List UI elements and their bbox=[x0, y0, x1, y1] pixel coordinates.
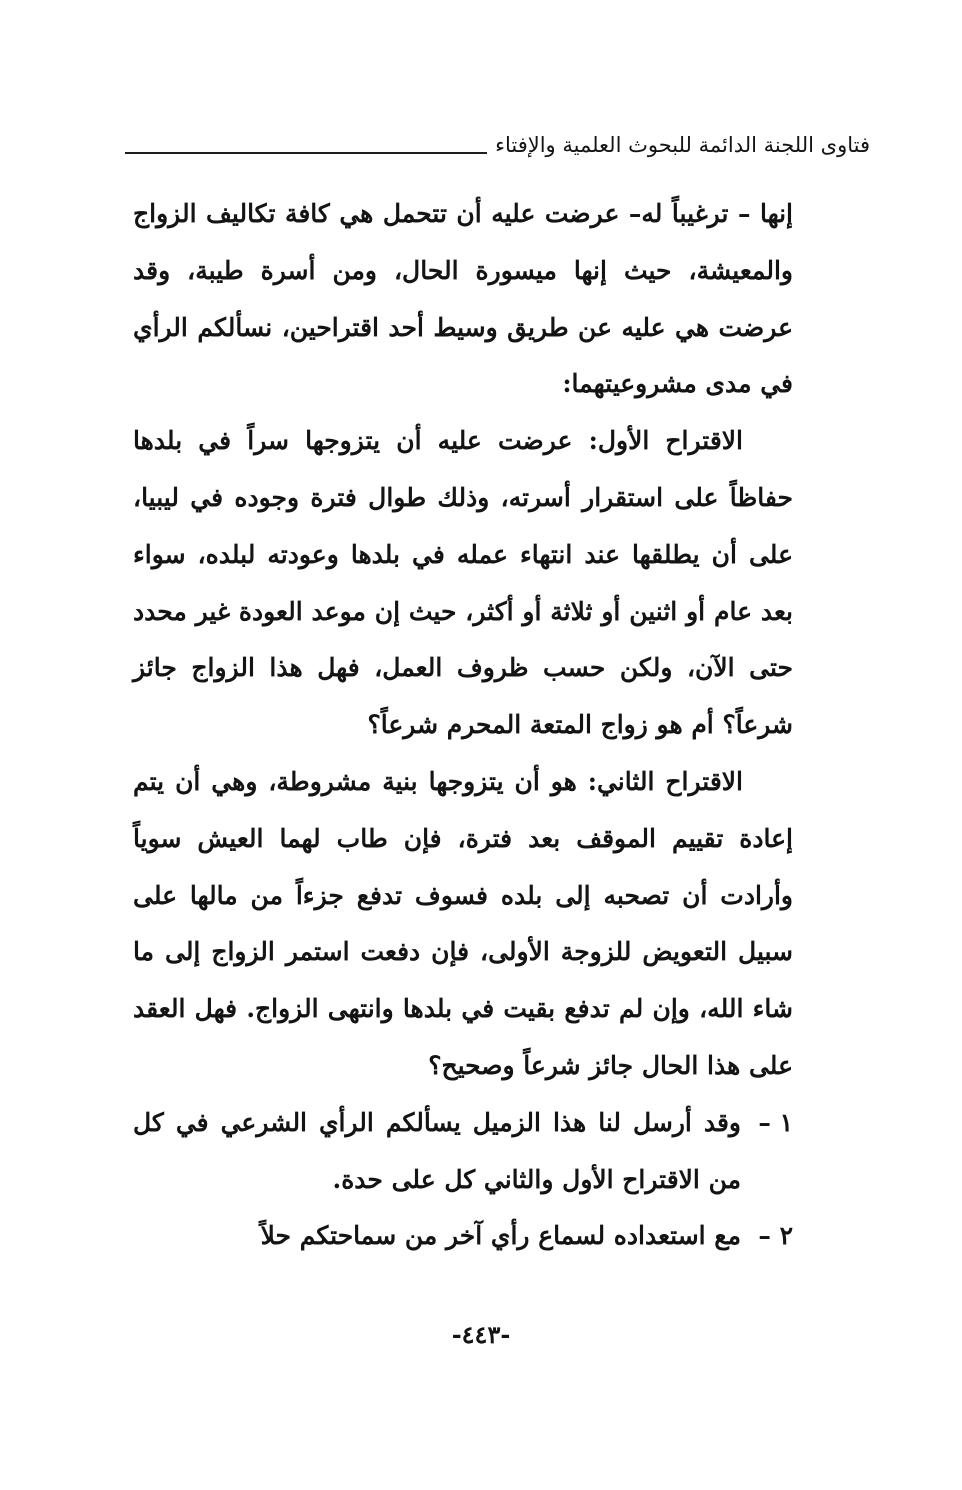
list-item-2-text: مع استعداده لسماع رأي آخر من سماحتكم حلاً bbox=[260, 1221, 741, 1251]
header-title: فتاوى اللجنة الدائمة للبحوث العلمية والإفتاء bbox=[495, 133, 870, 157]
running-header bbox=[125, 126, 870, 162]
paragraph-proposal-one: الاقتراح الأول: عرضت عليه أن يتزوجها سراً في بلدها حفاظاً على استقرار أسرته، وذلك طوال فترة وجوده في ليبيا، على أن يطلقها عند انتهاء عمله في بلدها وعودته لبلده، سواء بعد عام أو اثنين أو ثلاثة أو أكثر، حيث إن موعد العودة غير محدد حتى الآن، ولكن حسب ظروف العمل، فهل هذا الزواج جائز شرعاً؟ أم هو زواج المتعة المحرم شرعاً؟ bbox=[133, 426, 793, 740]
list-item-1-number: ١ – bbox=[758, 1107, 793, 1137]
header-rule bbox=[125, 152, 487, 154]
page-number: -٤٤٣- bbox=[451, 1320, 511, 1349]
body-text bbox=[133, 186, 793, 1265]
paragraph-proposal-two: الاقتراح الثاني: هو أن يتزوجها بنية مشروطة، وهي أن يتم إعادة تقييم الموقف بعد فترة، فإن طاب لهما العيش سوياً وأرادت أن تصحبه إلى بلده فسوف تدفع جزءاً من مالها على سبيل التعويض للزوجة الأولى، فإن دفعت استمر الزواج إلى ما شاء الله، وإن لم تدفع بقيت في بلدها وانتهى الزواج. فهل العقد على هذا الحال جائز شرعاً وصحيح؟ bbox=[133, 766, 793, 1080]
list-item-2-number: ٢ – bbox=[758, 1221, 793, 1251]
list-item-2 bbox=[133, 1208, 793, 1265]
list-item-1-text: وقد أرسل لنا هذا الزميل يسألكم الرأي الشرعي في كل من الاقتراح الأول والثاني كل على حدة. bbox=[133, 1107, 741, 1194]
paragraph-intro: إنها – ترغيباً له– عرضت عليه أن تتحمل هي كافة تكاليف الزواج والمعيشة، حيث إنها ميسورة الحال، ومن أسرة طيبة، وقد عرضت هي عليه عن طريق وسيط أحد اقتراحين، نسألكم الرأي في مدى مشروعيتهما: bbox=[133, 199, 793, 399]
list-item-1 bbox=[133, 1095, 793, 1209]
